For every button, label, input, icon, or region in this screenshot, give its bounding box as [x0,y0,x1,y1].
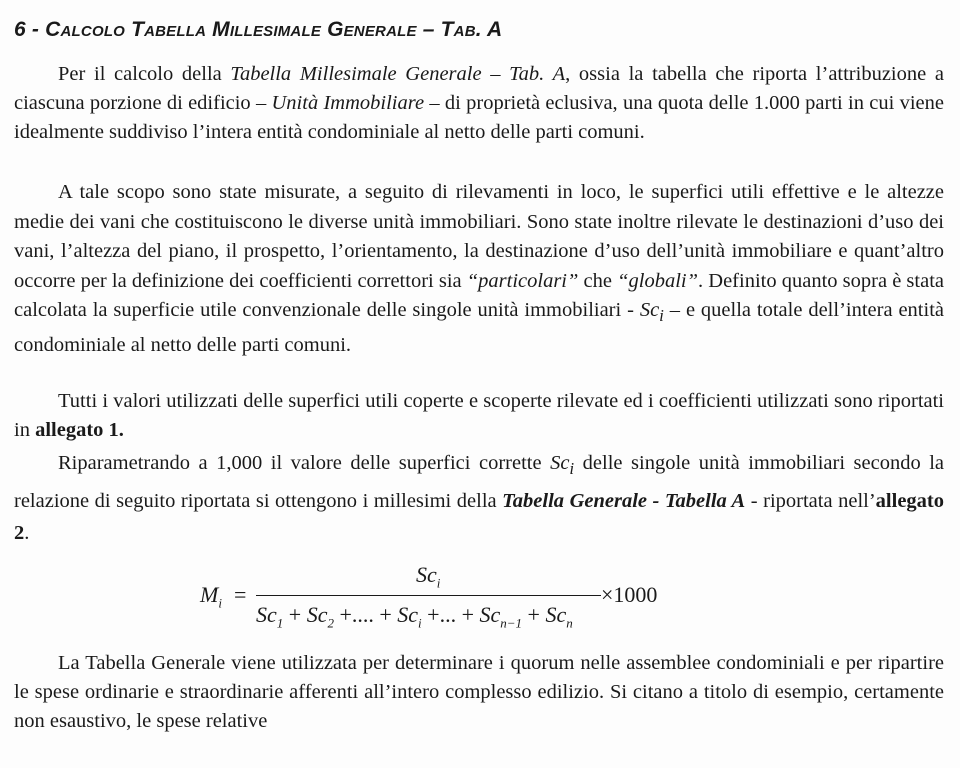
heading-title: Calcolo Tabella Millesimale Generale [45,18,417,41]
p2-text-4: – e quella totale dell’intera entità condominiale al netto delle parti comuni. [14,299,944,356]
p2-globali: “globali” [617,269,699,292]
den-term: $Sc_{n-1}$ + [479,602,546,631]
formula-multiplier: ×1000 [601,582,658,607]
p3-text-1: Tutti i valori utilizzati delle superfici utili coperte e scoperte rilevate ed i coefficienti utilizzati sono riportati in [14,390,944,441]
paragraph-2 [14,178,944,360]
paragraph-1 [14,60,944,147]
p4-tabella-generale: Tabella Generale - Tabella A [502,490,746,513]
fraction-bar [256,595,601,596]
heading-number: 6 - [14,18,46,41]
p1-table-name: Tabella Millesimale Generale – Tab. A [230,63,566,85]
paragraph-3 [14,387,944,445]
p4-text-3: - riportata nell’ [745,490,876,513]
p4-sc-symbol: $Sc_i$ [550,452,575,479]
heading-tab: Tab. A [440,18,503,41]
den-term: $Sc_i$ +... + [397,602,480,631]
p3-allegato-1: allegato 1. [35,419,124,441]
p2-text-1: A tale scopo sono state misurate, a seguito di rilevamenti in loco, le superfici utili effettive e le altezze medie dei vani che costituiscono le diverse unità immobiliari. Sono state inoltre rilevate le destinazioni d’uso dei vani, l’altezza del piano, il prospetto, l’orientamento, la destinazione d’uso dell’unità immobiliare e quant’altro occorre per la definizione dei coefficienti correttori sia [14,181,944,292]
p2-text-2: che [578,269,618,292]
formula-numerator: $Sc_i$ [416,562,441,591]
p1-text-3: – di proprietà eclusiva, una quota delle 1.000 parti in cui viene idealmente suddiviso l’intera entità condominiale al netto delle parti comuni. [14,92,944,143]
p1-text-2: , ossia la tabella che riporta l’attribuzione a ciascuna porzione di edificio – [14,63,944,114]
p4-text-4: . [24,522,30,545]
p2-particolari: “particolari” [466,269,579,292]
p2-text-3: . Definito quanto sopra è stata calcolata la superficie utile convenzionale delle singole unità immobiliari - [14,269,944,321]
section-heading [14,18,502,42]
paragraph-5 [14,649,944,736]
p2-sc-symbol: $Sc_i$ [639,299,664,326]
formula-denominator [256,602,573,631]
formula-equals: = [234,582,247,607]
p1-text-1: Per il calcolo della [58,63,231,85]
heading-dash: – [416,18,441,41]
p4-allegato-2: allegato 2 [14,490,944,545]
p4-text-2: delle singole unità immobiliari secondo la relazione di seguito riportata si ottengono i millesimi della [14,452,944,513]
den-term: $Sc_2$ +.... + [306,602,398,631]
den-term: $Sc_n$ [545,602,573,631]
p4-text-1: Riparametrando a 1,000 il valore delle superfici corrette [58,452,551,474]
formula-lhs: $M_i$ [200,582,222,611]
p5-text-1: La Tabella Generale viene utilizzata per determinare i quorum nelle assemblee condominiali e per ripartire le spese ordinarie e straordinarie afferenti all’intero complesso edilizio. Si citano a titolo di esempio, certamente non esaustivo, le spese relative [14,652,944,732]
den-term: $Sc_1$ + [256,602,307,631]
p1-unit-name: Unità Immobiliare [271,92,425,114]
paragraph-4 [14,447,944,549]
millesimi-formula [196,562,676,636]
